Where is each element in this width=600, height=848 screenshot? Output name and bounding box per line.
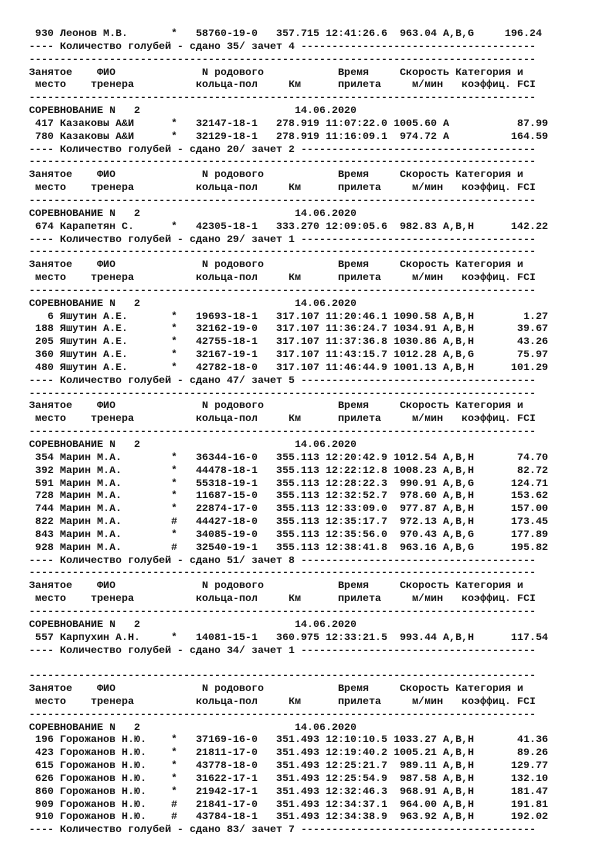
text-line: 909 Горожанов Н.Ю. # 21841-17-0 351.493 12:34:37.1 964.00 A,B,H 191.81 bbox=[29, 798, 549, 811]
text-line: 417 Казаковы А&И * 32147-18-1 278.919 11:07:22.0 1005.60 A 87.99 bbox=[29, 117, 549, 130]
text-line: 392 Марин М.А. * 44478-18-1 355.113 12:22:12.8 1008.23 A,B,H 82.72 bbox=[29, 464, 549, 477]
text-line: 196 Горожанов Н.Ю. * 37169-16-0 351.493 12:10:10.5 1033.27 A,B,H 41.36 bbox=[29, 734, 549, 747]
text-line: ---------------------------------------------------------------------------------- bbox=[29, 284, 536, 297]
text-line: СОРЕВНОВАНИЕ N 2 14.06.2020 bbox=[29, 207, 357, 220]
text-line: ---------------------------------------------------------------------------------- bbox=[29, 605, 536, 618]
text-line: Занятое ФИО N родового Время Скорость Категория и bbox=[29, 400, 524, 413]
text-line: ---- Количество голубей - сдано 35/ зачет 4 -------------------------------------- bbox=[29, 40, 536, 53]
text-line: 6 Яшутин А.Е. * 19693-18-1 317.107 11:20:46.1 1090.58 A,B,H 1.27 bbox=[29, 310, 549, 323]
text-line: ---------------------------------------------------------------------------------- bbox=[29, 426, 536, 439]
text-line: 860 Горожанов Н.Ю. * 21942-17-1 351.493 12:32:46.3 968.91 A,B,H 181.47 bbox=[29, 785, 549, 798]
text-line: ---- Количество голубей - сдано 34/ зачет 1 -------------------------------------- bbox=[29, 644, 536, 657]
text-line: СОРЕВНОВАНИЕ N 2 14.06.2020 bbox=[29, 618, 357, 631]
text-line: 780 Казаковы А&И * 32129-18-1 278.919 11:16:09.1 974.72 A 164.59 bbox=[29, 130, 549, 143]
text-line: ---------------------------------------------------------------------------------- bbox=[29, 53, 536, 66]
text-line: 423 Горожанов Н.Ю. * 21811-17-0 351.493 12:19:40.2 1005.21 A,B,H 89.26 bbox=[29, 747, 549, 760]
text-line: 728 Марин М.А. * 11687-15-0 355.113 12:32:52.7 978.60 A,B,H 153.62 bbox=[29, 490, 549, 503]
text-line: 188 Яшутин А.Е. * 32162-19-0 317.107 11:36:24.7 1034.91 A,B,H 39.67 bbox=[29, 323, 549, 336]
text-line bbox=[29, 657, 600, 670]
text-line: 910 Горожанов Н.Ю. # 43784-18-1 351.493 12:34:38.9 963.92 A,B,H 192.02 bbox=[29, 811, 549, 824]
text-line: ---------------------------------------------------------------------------------- bbox=[29, 92, 536, 105]
text-line: ---- Количество голубей - сдано 51/ зачет 8 -------------------------------------- bbox=[29, 554, 536, 567]
text-line: 615 Горожанов Н.Ю. * 43778-18-0 351.493 12:25:21.7 989.11 A,B,H 129.77 bbox=[29, 760, 549, 773]
text-line: ---------------------------------------------------------------------------------- bbox=[29, 567, 536, 580]
text-line: место тренера кольца-пол Км прилета м/мин коэффиц. FCI bbox=[29, 593, 536, 606]
text-line: 591 Марин М.А. * 55318-19-1 355.113 12:28:22.3 990.91 A,B,G 124.71 bbox=[29, 477, 549, 490]
text-line: СОРЕВНОВАНИЕ N 2 14.06.2020 bbox=[29, 297, 357, 310]
text-line: 205 Яшутин А.Е. * 42755-18-1 317.107 11:37:36.8 1030.86 A,B,H 43.26 bbox=[29, 336, 549, 349]
text-line: 354 Марин М.А. * 36344-16-0 355.113 12:20:42.9 1012.54 A,B,H 74.70 bbox=[29, 451, 549, 464]
text-line: ---------------------------------------------------------------------------------- bbox=[29, 387, 536, 400]
text-line: место тренера кольца-пол Км прилета м/мин коэффиц. FCI bbox=[29, 695, 536, 708]
text-line: ---------------------------------------------------------------------------------- bbox=[29, 670, 536, 683]
text-line: Занятое ФИО N родового Время Скорость Категория и bbox=[29, 259, 524, 272]
text-line: место тренера кольца-пол Км прилета м/мин коэффиц. FCI bbox=[29, 413, 536, 426]
text-line: 928 Марин М.А. # 32540-19-1 355.113 12:38:41.8 963.16 A,B,G 195.82 bbox=[29, 541, 549, 554]
text-line: ---------------------------------------------------------------------------------- bbox=[29, 246, 536, 259]
text-line: Занятое ФИО N родового Время Скорость Категория и bbox=[29, 580, 524, 593]
text-line: 822 Марин М.А. # 44427-18-0 355.113 12:35:17.7 972.13 A,B,H 173.45 bbox=[29, 516, 549, 529]
text-line: ---------------------------------------------------------------------------------- bbox=[29, 708, 536, 721]
text-line: ---- Количество голубей - сдано 29/ зачет 1 -------------------------------------- bbox=[29, 233, 536, 246]
text-line: Занятое ФИО N родового Время Скорость Категория и bbox=[29, 683, 524, 696]
text-line: место тренера кольца-пол Км прилета м/мин коэффиц. FCI bbox=[29, 272, 536, 285]
text-line: ---- Количество голубей - сдано 20/ зачет 2 -------------------------------------- bbox=[29, 143, 536, 156]
text-line: 674 Карапетян С. * 42305-18-1 333.270 12:09:05.6 982.83 A,B,H 142.22 bbox=[29, 220, 549, 233]
text-line: Занятое ФИО N родового Время Скорость Категория и bbox=[29, 66, 524, 79]
text-line: 480 Яшутин А.Е. * 42782-18-0 317.107 11:46:44.9 1001.13 A,B,H 101.29 bbox=[29, 361, 549, 374]
text-line: 843 Марин М.А. * 34085-19-0 355.113 12:35:56.0 970.43 A,B,G 177.89 bbox=[29, 528, 549, 541]
text-line: СОРЕВНОВАНИЕ N 2 14.06.2020 bbox=[29, 721, 357, 734]
text-line: 744 Марин М.А. * 22874-17-0 355.113 12:33:09.0 977.87 A,B,H 157.00 bbox=[29, 503, 549, 516]
text-line: Занятое ФИО N родового Время Скорость Категория и bbox=[29, 169, 524, 182]
text-line: 360 Яшутин А.Е. * 32167-19-1 317.107 11:43:15.7 1012.28 A,B,G 75.97 bbox=[29, 349, 549, 362]
text-line: СОРЕВНОВАНИЕ N 2 14.06.2020 bbox=[29, 105, 357, 118]
text-line: ---------------------------------------------------------------------------------- bbox=[29, 194, 536, 207]
text-line: СОРЕВНОВАНИЕ N 2 14.06.2020 bbox=[29, 439, 357, 451]
text-line: ---- Количество голубей - сдано 83/ зачет 7 -------------------------------------- bbox=[29, 824, 536, 837]
text-line: ---- Количество голубей - сдано 47/ зачет 5 -------------------------------------- bbox=[29, 374, 536, 387]
text-line: место тренера кольца-пол Км прилета м/мин коэффиц. FCI bbox=[29, 182, 536, 195]
text-line: ---------------------------------------------------------------------------------- bbox=[29, 156, 536, 169]
text-line: место тренера кольца-пол Км прилета м/мин коэффиц. FCI bbox=[29, 79, 536, 92]
text-line: 626 Горожанов Н.Ю. * 31622-17-1 351.493 12:25:54.9 987.58 A,B,H 132.10 bbox=[29, 772, 549, 785]
text-line: 930 Леонов М.В. * 58760-19-0 357.715 12:41:26.6 963.04 A,B,G 196.24 bbox=[29, 28, 542, 40]
text-line: 557 Карпухин А.Н. * 14081-15-1 360.975 12:33:21.5 993.44 A,B,H 117.54 bbox=[29, 631, 549, 644]
